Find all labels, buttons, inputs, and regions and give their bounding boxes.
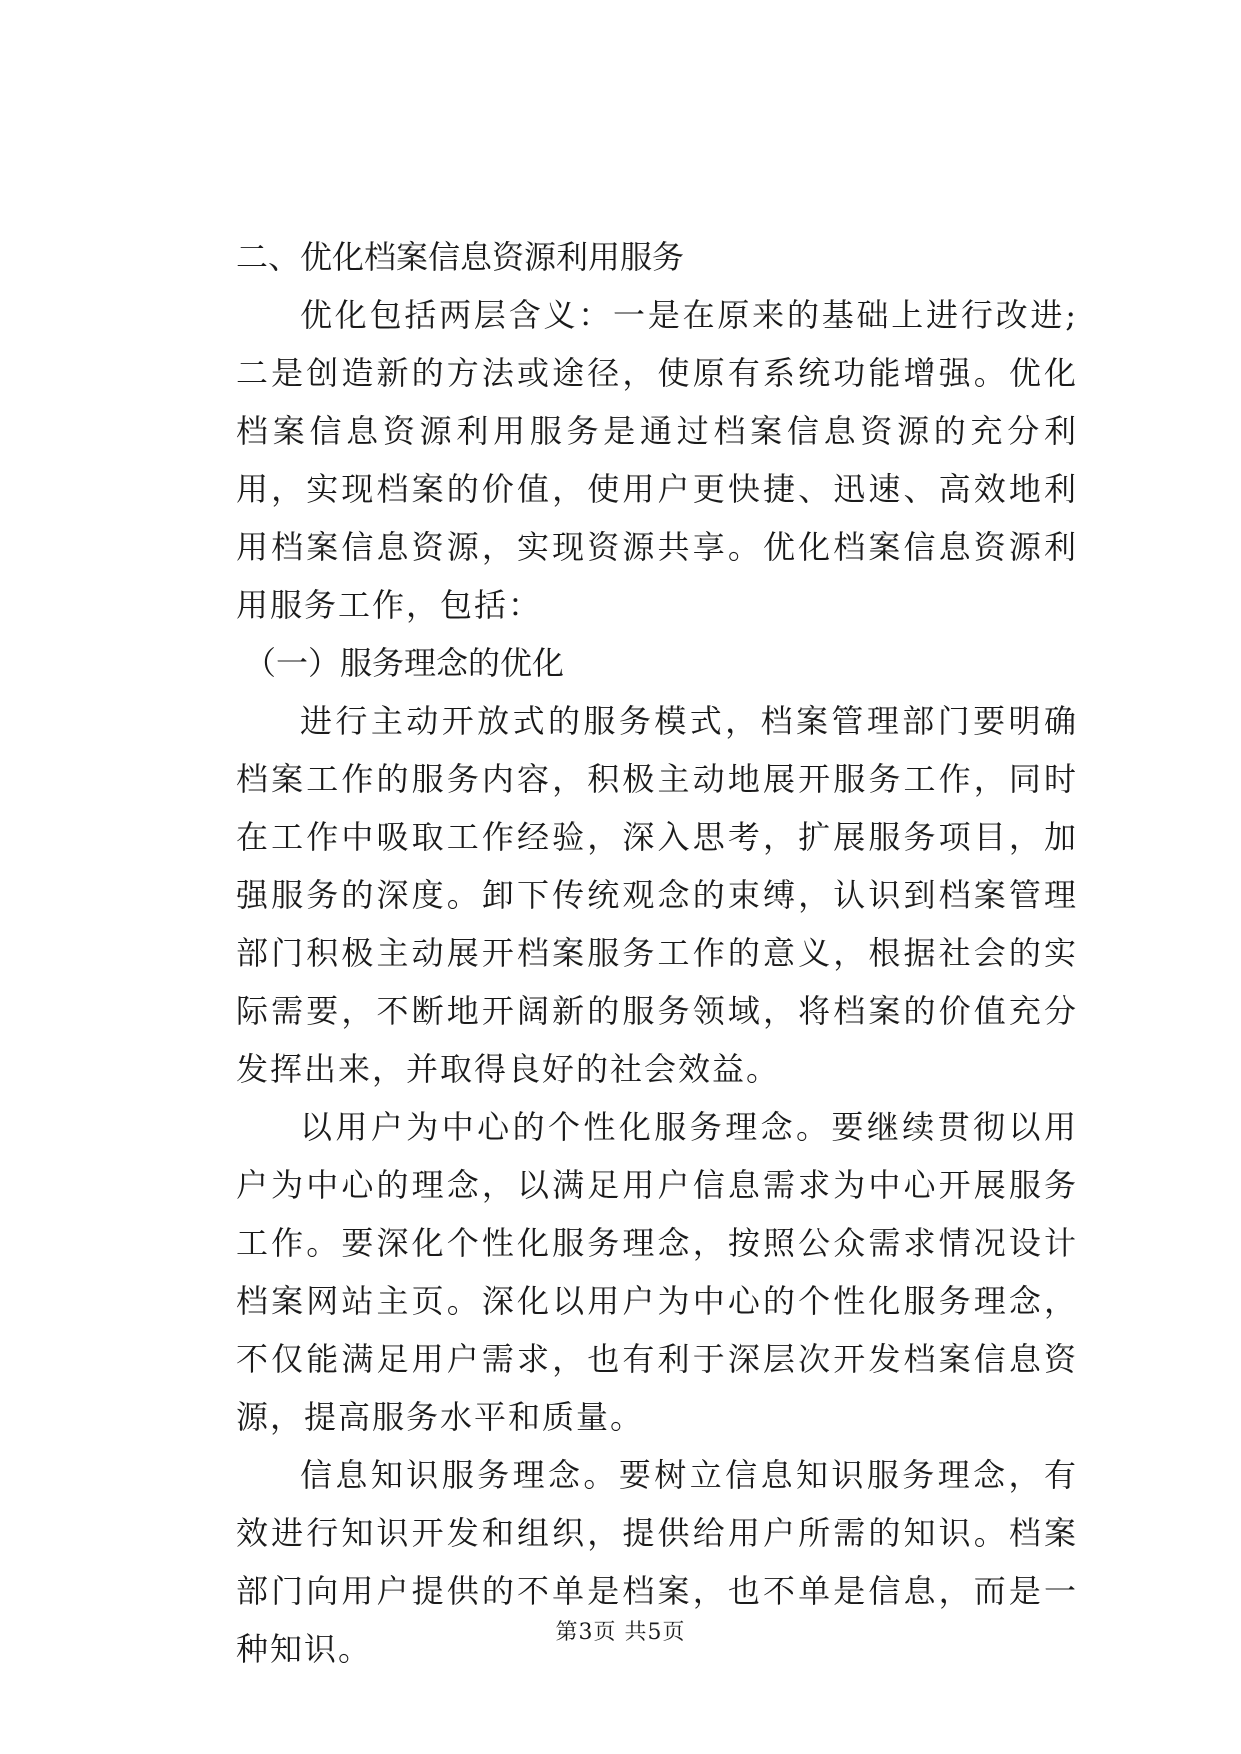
paragraph-open-service: 进行主动开放式的服务模式，档案管理部门要明确档案工作的服务内容，积极主动地展开服务工作，同时在工作中吸取工作经验，深入思考，扩展服务项目，加强服务的深度。卸下传统观念的束缚，认识到档案管理部门积极主动展开档案服务工作的意义，根据社会的实际需要，不断地开阔新的服务领域，将档案的价值充分发挥出来，并取得良好的社会效益。 [236, 702, 1078, 1088]
page-indicator: 第3页 共5页 [555, 1620, 686, 1645]
document-body [236, 228, 1078, 1678]
section-heading: 二、优化档案信息资源利用服务 [236, 238, 685, 276]
paragraph-knowledge-service: 信息知识服务理念。要树立信息知识服务理念，有效进行知识开发和组织，提供给用户所需的知识。档案部门向用户提供的不单是档案，也不单是信息，而是一种知识。 [236, 1456, 1078, 1668]
paragraph-intro: 优化包括两层含义：一是在原来的基础上进行改进;二是创造新的方法或途径，使原有系统功能增强。优化档案信息资源利用服务是通过档案信息资源的充分利用，实现档案的价值，使用户更快捷、迅速、高效地利用档案信息资源，实现资源共享。优化档案信息资源利用服务工作，包括： [236, 296, 1078, 624]
paragraph-user-centered: 以用户为中心的个性化服务理念。要继续贯彻以用户为中心的理念，以满足用户信息需求为中心开展服务工作。要深化个性化服务理念，按照公众需求情况设计档案网站主页。深化以用户为中心的个性化服务理念，不仅能满足用户需求，也有利于深层次开发档案信息资源，提高服务水平和质量。 [236, 1108, 1078, 1436]
sub-heading: （一）服务理念的优化 [244, 644, 565, 682]
